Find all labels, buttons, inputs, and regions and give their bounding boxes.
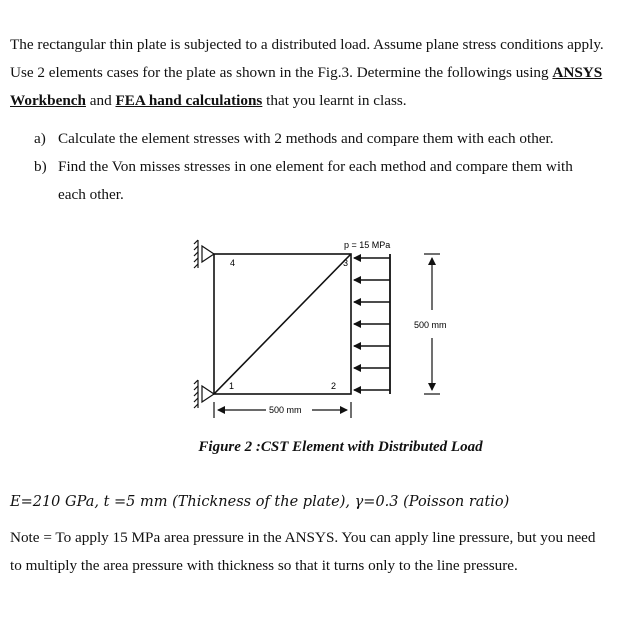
element-diagonal: [214, 254, 351, 394]
node-label-1: 1: [229, 381, 235, 391]
load-label: p = 15 MPa: [344, 240, 391, 250]
width-label: 500 mm: [269, 405, 302, 415]
intro-end-text: that you learnt in class.: [262, 92, 407, 109]
task-b-text-cont: each other.: [58, 186, 124, 203]
task-b-marker: b): [34, 158, 47, 175]
height-label: 500 mm: [414, 320, 447, 330]
node-label-3: 3: [343, 258, 349, 268]
distributed-load: [354, 254, 390, 394]
note-text: Note = To apply 15 MPa area pressure in the ANSYS. You can apply line pressure, but you need to multiply the area pressure with thickness so that it turns only to the line pressure.: [10, 529, 596, 574]
figure-caption-text: Figure 2 :CST Element with Distributed Load: [198, 439, 483, 455]
task-a-marker: a): [34, 130, 46, 147]
task-a-text: Calculate the element stresses with 2 methods and compare them with each other.: [58, 130, 554, 147]
pin-support-icon: [194, 380, 214, 408]
ansys-workbench-label: ANSYS Workbench: [10, 64, 603, 109]
task-b-text: Find the Von misses stresses in one element for each method and compare them with: [58, 158, 573, 175]
node-label-2: 2: [331, 381, 337, 391]
figure-caption: [0, 439, 621, 456]
and-text: and: [85, 92, 116, 109]
material-properties: E=210 GPa, t =5 mm (Thickness of the plate), γ=0.3 (Poisson ratio): [10, 494, 510, 510]
node-label-4: 4: [230, 258, 236, 268]
pin-support-icon: [194, 240, 214, 268]
fea-hand-calc-label: FEA hand calculations: [115, 92, 263, 109]
plate-mesh: [214, 254, 351, 394]
intro-text: The rectangular thin plate is subjected to a distributed load. Assume plane stress conditions apply. Use 2 elements cases for the plate as shown in the Fig.3. Determine the followings using: [10, 36, 604, 81]
